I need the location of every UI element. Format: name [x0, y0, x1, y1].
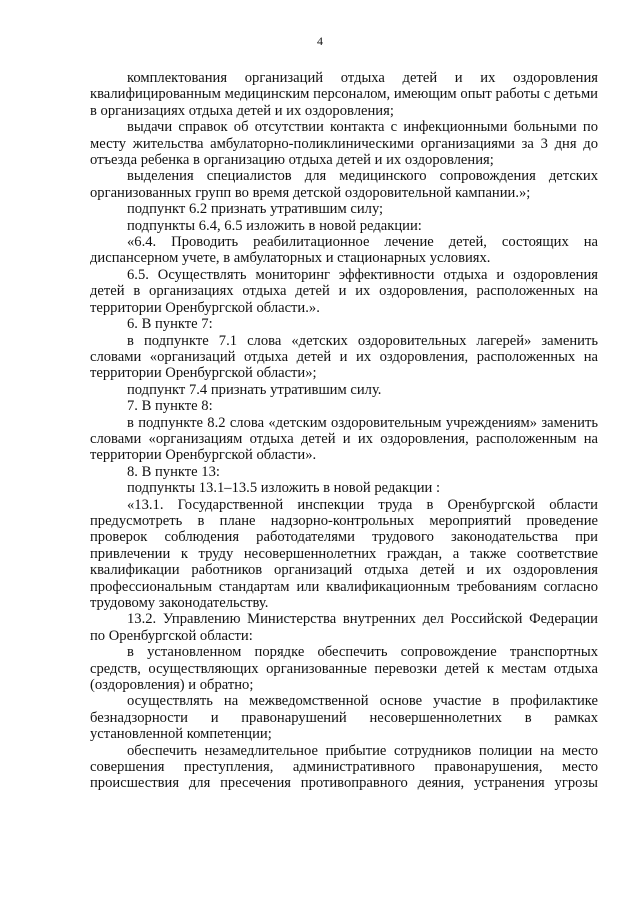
paragraph: в подпункте 7.1 слова «детских оздоровительных лагерей» заменить словами «организаций отдыха детей и их оздоровления, расположенных на территории Оренбургской области»; [90, 332, 598, 382]
paragraph: обеспечить незамедлительное прибытие сотрудников полиции на место совершения преступления, административного правонарушения, место происшествия для пресечения противоправного деяния, устранения угрозы [90, 742, 598, 792]
paragraph: подпункт 7.4 признать утратившим силу. [127, 381, 382, 398]
paragraph: «6.4. Проводить реабилитационное лечение детей, состоящих на диспансерном учете, в амбулаторных и стационарных условиях. [90, 234, 598, 267]
paragraph: подпункты 13.1–13.5 изложить в новой редакции : [127, 480, 441, 497]
paragraph: выделения специалистов для медицинского сопровождения детских организованных групп во время детской оздоровительной кампании.»; [90, 168, 598, 201]
paragraph: в подпункте 8.2 слова «детским оздоровительным учреждениям» заменить словами «организациям отдыха детей и их оздоровления, расположенным на территории Оренбургской области». [90, 414, 598, 464]
paragraph: выдачи справок об отсутствии контакта с инфекционными больными по месту жительства амбулаторно-поликлиническими организациями за 3 дня до отъезда ребенка в организацию отдыха детей и их оздоровления; [90, 119, 598, 169]
document-body [90, 70, 598, 792]
paragraph: 8. В пункте 13: [127, 463, 220, 480]
paragraph: подпункт 6.2 признать утратившим силу; [127, 201, 384, 218]
paragraph: 6.5. Осуществлять мониторинг эффективности отдыха и оздоровления детей в организациях отдыха детей и их оздоровления, расположенных на территории Оренбургской области.». [90, 266, 598, 316]
paragraph: «13.1. Государственной инспекции труда в Оренбургской области предусмотреть в плане надзорно-контрольных мероприятий проведение проверок соблюдения работодателями трудового законодательства при привлечении к труду несовершеннолетних граждан, а также соответствие квалификации работников организаций отдыха детей и их оздоровления профессиональным стандартам или квалификационным требованиям согласно трудовому законодательству. [90, 496, 598, 611]
paragraph: подпункты 6.4, 6.5 изложить в новой редакции: [127, 217, 422, 234]
paragraph: в установленном порядке обеспечить сопровождение транспортных средств, осуществляющих организованные перевозки детей к местам отдыха (оздоровления) и обратно; [90, 644, 598, 694]
paragraph: 13.2. Управлению Министерства внутренних дел Российской Федерации по Оренбургской области: [90, 611, 598, 644]
paragraph: осуществлять на межведомственной основе участие в профилактике безнадзорности и правонарушений несовершеннолетних в рамках установленной компетенции; [90, 693, 598, 743]
page-number: 4 [317, 34, 323, 48]
paragraph: 6. В пункте 7: [127, 316, 213, 333]
paragraph: комплектования организаций отдыха детей и их оздоровления квалифицированным медицинским персоналом, имеющим опыт работы с детьми в организациях отдыха детей и их оздоровления; [90, 70, 598, 119]
paragraph: 7. В пункте 8: [127, 398, 213, 415]
